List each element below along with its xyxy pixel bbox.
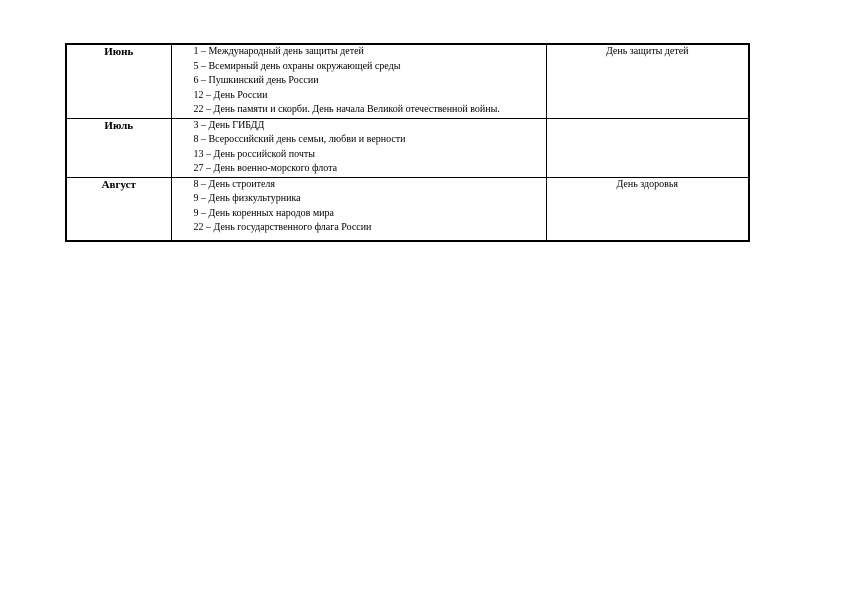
table-row bbox=[66, 118, 749, 177]
events-list bbox=[171, 177, 546, 241]
event-item: 9 – День физкультурника bbox=[193, 193, 301, 204]
month-note: День здоровья bbox=[546, 177, 749, 241]
event-item: 27 – День военно-морского флота bbox=[193, 163, 338, 174]
event-item: 9 – День коренных народов мира bbox=[193, 207, 334, 219]
month-label: Июль bbox=[66, 118, 171, 177]
event-item: 22 – День государственного флага России bbox=[193, 222, 372, 233]
event-item: 3 – День ГИБДД bbox=[193, 119, 265, 131]
events-list bbox=[171, 44, 546, 118]
month-label: Июнь bbox=[66, 44, 171, 118]
month-note: День защиты детей bbox=[546, 44, 749, 118]
events-list bbox=[171, 118, 546, 177]
event-item: 1 – Международный день защиты детей bbox=[193, 46, 364, 57]
events-table bbox=[65, 43, 750, 242]
event-item: 6 – Пушкинский день России bbox=[193, 75, 319, 86]
event-item: 22 – День памяти и скорби. День начала Великой отечественной войны. bbox=[193, 104, 500, 115]
table-row bbox=[66, 44, 749, 118]
event-item: 12 – День России bbox=[193, 89, 268, 101]
month-note bbox=[546, 118, 749, 177]
event-item: 8 – День строителя bbox=[193, 178, 275, 190]
table-row bbox=[66, 177, 749, 241]
month-label: Август bbox=[66, 177, 171, 241]
event-item: 8 – Всероссийский день семьи, любви и верности bbox=[193, 134, 406, 145]
event-item: 5 – Всемирный день охраны окружающей среды bbox=[193, 60, 401, 72]
row-spacer bbox=[174, 236, 544, 240]
event-item: 13 – День российской почты bbox=[193, 148, 315, 160]
